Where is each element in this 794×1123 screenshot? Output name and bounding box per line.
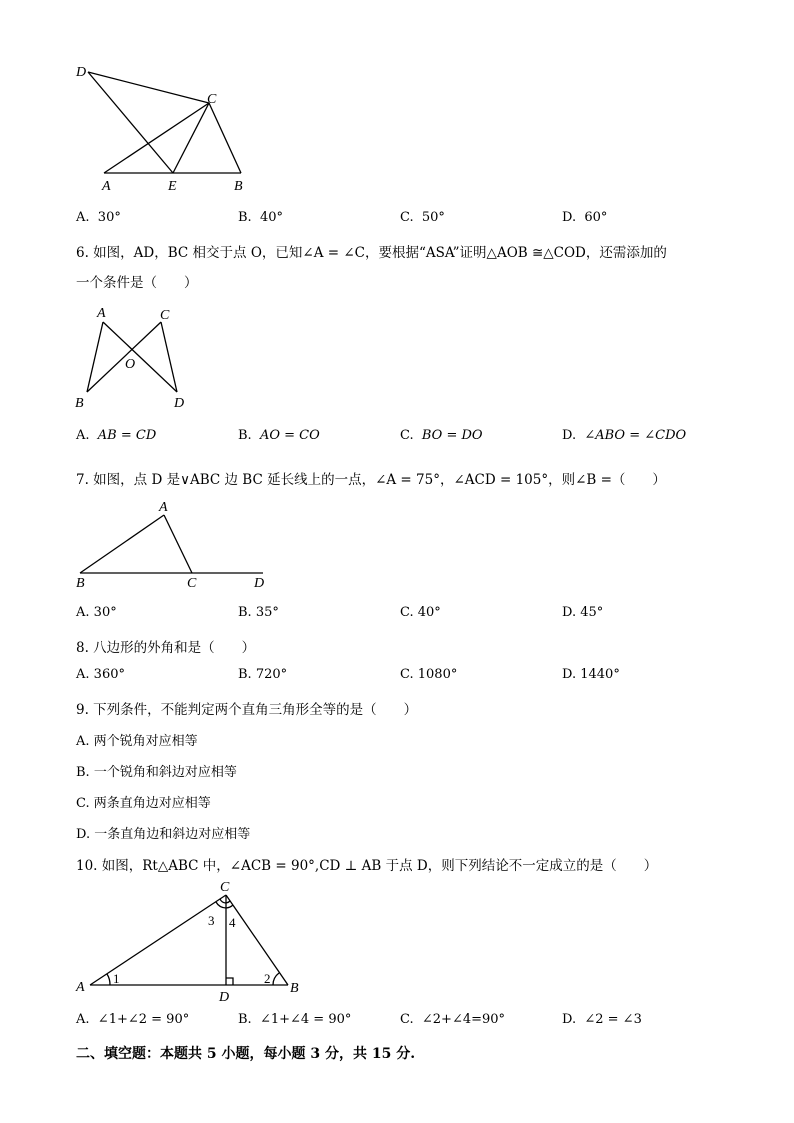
q7-label-b: B <box>76 576 85 591</box>
q10-figure <box>70 875 310 1010</box>
q8-option-a: A. 360° <box>76 667 125 682</box>
q9-option-b: B. 一个锐角和斜边对应相等 <box>76 765 237 780</box>
q5-label-e: E <box>168 179 177 194</box>
q10-label-c: C <box>220 880 230 895</box>
q5-option-b: B. 40° <box>238 210 283 225</box>
q10-label-3: 3 <box>208 913 215 928</box>
q8-stem: 8. 八边形的外角和是（ ） <box>76 640 256 656</box>
q6-label-a: A <box>97 306 106 321</box>
q7-option-c: C. 40° <box>400 605 441 620</box>
q6-label-b: B <box>75 396 84 411</box>
q9-option-d: D. 一条直角边和斜边对应相等 <box>76 827 251 842</box>
q7-option-a: A. 30° <box>76 605 117 620</box>
q9-stem: 9. 下列条件，不能判定两个直角三角形全等的是（ ） <box>76 702 418 718</box>
q6-option-b: B. AO = CO <box>238 428 320 443</box>
q10-option-d: D. ∠2 = ∠3 <box>562 1012 642 1027</box>
q6-label-o: O <box>125 357 136 372</box>
q8-option-b: B. 720° <box>238 667 288 682</box>
q6-option-c: C. BO = DO <box>400 428 483 443</box>
q6-figure <box>70 300 200 415</box>
q10-option-a: A. ∠1+∠2 = 90° <box>76 1012 190 1027</box>
q7-option-d: D. 45° <box>562 605 604 620</box>
q6-stem-line2: 一个条件是（ ） <box>76 275 198 291</box>
q5-option-d: D. 60° <box>562 210 608 225</box>
q5-label-d: D <box>76 65 87 80</box>
q10-option-c: C. ∠2+∠4=90° <box>400 1012 506 1027</box>
q9-option-c: C. 两条直角边对应相等 <box>76 796 211 811</box>
q5-label-a: A <box>102 179 111 194</box>
q9-option-a: A. 两个锐角对应相等 <box>76 734 198 749</box>
q6-stem-line1: 6. 如图，AD，BC 相交于点 O，已知∠A = ∠C，要根据“ASA”证明△AOB ≅△COD，还需添加的 <box>76 245 667 261</box>
q10-option-b: B. ∠1+∠4 = 90° <box>238 1012 352 1027</box>
q7-label-d: D <box>254 576 265 591</box>
q10-label-2: 2 <box>264 971 271 986</box>
q10-label-b: B <box>290 981 299 996</box>
q5-figure <box>70 60 270 200</box>
q6-label-c: C <box>160 308 170 323</box>
q5-label-c: C <box>207 92 217 107</box>
q10-label-a: A <box>76 980 85 995</box>
q7-label-a: A <box>159 500 168 515</box>
q7-stem: 7. 如图，点 D 是∨ABC 边 BC 延长线上的一点，∠A = 75°，∠ACD = 105°，则∠B =（ ） <box>76 472 666 488</box>
q10-stem: 10. 如图，Rt△ABC 中，∠ACB = 90°,CD ⊥ AB 于点 D，则下列结论不一定成立的是（ ） <box>76 858 658 874</box>
section-2-title: 二、填空题：本题共 5 小题，每小题 3 分，共 15 分. <box>76 1046 416 1062</box>
q10-label-1: 1 <box>113 971 120 986</box>
q7-figure <box>70 495 280 595</box>
q5-label-b: B <box>234 179 243 194</box>
q7-label-c: C <box>187 576 197 591</box>
q8-option-c: C. 1080° <box>400 667 458 682</box>
q10-label-4: 4 <box>229 915 236 930</box>
q6-label-d: D <box>174 396 185 411</box>
q7-option-b: B. 35° <box>238 605 279 620</box>
q6-option-d: D. ∠ABO = ∠CDO <box>562 428 687 443</box>
q8-option-d: D. 1440° <box>562 667 620 682</box>
q10-label-d: D <box>219 990 230 1005</box>
q5-option-a: A. 30° <box>76 210 121 225</box>
q5-option-c: C. 50° <box>400 210 445 225</box>
q6-option-a: A. AB = CD <box>76 428 157 443</box>
